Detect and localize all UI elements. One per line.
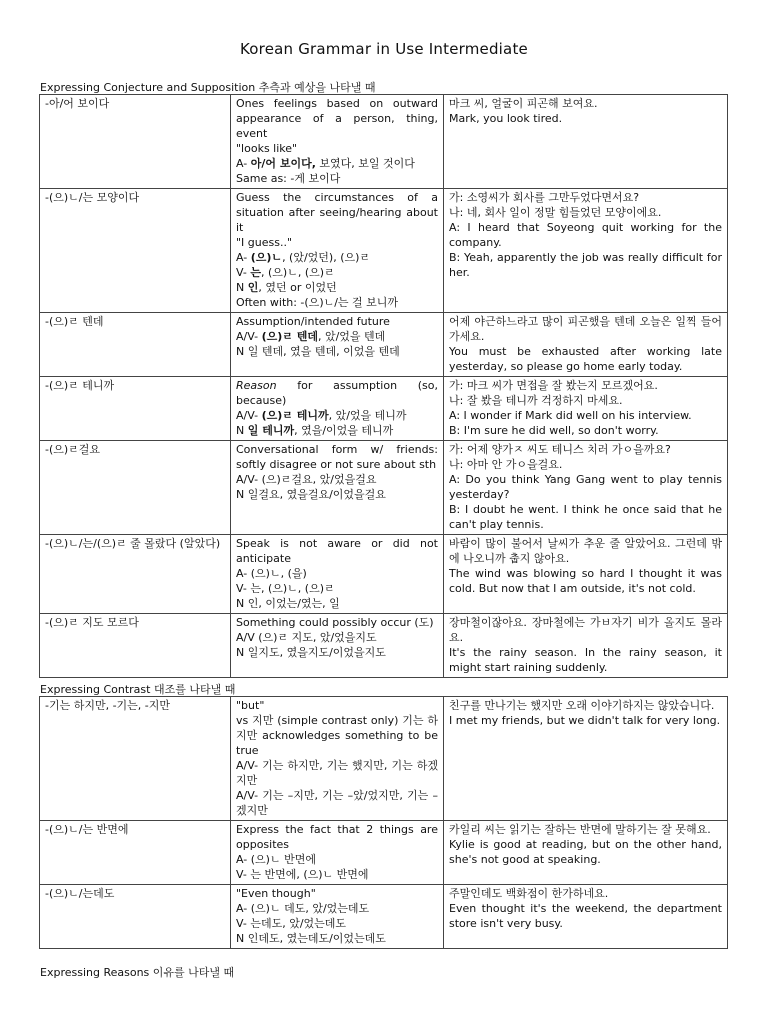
usage-cell: Speak is not aware or did not anticipate A- (으)ㄴ, (을) V- 는, (으)ㄴ, (으)ㄹ N 인, 이었는/였는, 일 — [231, 535, 444, 614]
example-cell: 어제 야근하느라고 많이 피곤했을 텐데 오늘은 일찍 들어가세요. You must be exhausted after working late yesterday, so please go home early today. — [444, 313, 728, 377]
pattern-cell: -(으)ㄴ/는 모양이다 — [40, 189, 231, 313]
table-row — [40, 189, 728, 313]
usage-cell: "but" vs 지만 (simple contrast only) 기는 하지만 acknowledges something to be true A/V- 기는 하지만, 기는 했지만, 기는 하겠지만 A/V- 기는 –지만, 기는 –았/었지만, 기는 –겠지만 — [231, 697, 444, 821]
usage-cell: Express the fact that 2 things are opposites A- (으)ㄴ 반면에 V- 는 반면에, (으)ㄴ 반면에 — [231, 821, 444, 885]
example-cell: 주말인데도 백화점이 한가하네요. Even thought it's the weekend, the department store isn't very busy. — [444, 885, 728, 949]
table-row — [40, 95, 728, 189]
grammar-table-contrast — [39, 696, 728, 949]
pattern-cell: -(으)ㄹ 텐데 — [40, 313, 231, 377]
example-cell: 장마철이잖아요. 장마철에는 가ㅂ자기 비가 올지도 몰라요. It's the rainy season. In the rainy season, it might start raining suddenly. — [444, 614, 728, 678]
table-row — [40, 441, 728, 535]
example-cell: 가: 어제 양가ㅈ 씨도 테니스 치러 가ㅇ을까요? 나: 아마 안 가ㅇ을걸요. A: Do you think Yang Gang went to play tennis yesterday? B: I doubt he went. I think he once said that he can't play tennis. — [444, 441, 728, 535]
example-cell: 친구를 만나기는 했지만 오래 이야기하지는 않았습니다. I met my friends, but we didn't talk for very long. — [444, 697, 728, 821]
usage-cell: Assumption/intended future A/V- (으)ㄹ 텐데, 았/었을 텐데 N 일 텐데, 였을 텐데, 이었을 텐데 — [231, 313, 444, 377]
table-row — [40, 614, 728, 678]
pattern-cell: -(으)ㄹ걸요 — [40, 441, 231, 535]
table-row — [40, 535, 728, 614]
section-heading-reasons: Expressing Reasons 이유를 나타낼 때 — [40, 966, 235, 979]
pattern-cell: -(으)ㄴ/는데도 — [40, 885, 231, 949]
pattern-cell: -아/어 보이다 — [40, 95, 231, 189]
example-cell: 가: 마크 씨가 면접을 잘 봤는지 모르겠어요. 나: 잘 봤을 테니까 걱정하지 마세요. A: I wonder if Mark did well on his interview. B: I'm sure he did well, so don't worry. — [444, 377, 728, 441]
pattern-cell: -기는 하지만, -기는, -지만 — [40, 697, 231, 821]
pattern-cell: -(으)ㄴ/는 반면에 — [40, 821, 231, 885]
usage-cell: Something could possibly occur (도) A/V (으)ㄹ 지도, 았/었을지도 N 일지도, 였을지도/이었을지도 — [231, 614, 444, 678]
usage-cell: Ones feelings based on outward appearance of a person, thing, event "looks like" A- 아/어 보이다, 보였다, 보일 것이다 Same as: -게 보이다 — [231, 95, 444, 189]
pattern-cell: -(으)ㄴ/는/(으)ㄹ 줄 몰랐다 (알았다) — [40, 535, 231, 614]
usage-cell: Guess the circumstances of a situation after seeing/hearing about it "I guess.." A- (으)ㄴ, (았/었던), (으)ㄹ V- 는, (으)ㄴ, (으)ㄹ N 인, 였던 or 이었던 Often with: -(으)ㄴ/는 걸 보니까 — [231, 189, 444, 313]
document-title: Korean Grammar in Use Intermediate — [240, 40, 528, 58]
example-cell: 마크 씨, 얼굴이 피곤해 보여요. Mark, you look tired. — [444, 95, 728, 189]
table-row — [40, 313, 728, 377]
section-heading-contrast: Expressing Contrast 대조를 나타낼 때 — [40, 683, 236, 696]
grammar-table-conjecture — [39, 94, 728, 678]
table-row — [40, 697, 728, 821]
table-row — [40, 821, 728, 885]
usage-cell: Conversational form w/ friends: softly disagree or not sure about sth A/V- (으)ㄹ걸요, 았/었을걸요 N 일걸요, 였을걸요/이었을걸요 — [231, 441, 444, 535]
usage-cell: Reason for assumption (so, because) A/V- (으)ㄹ 테니까, 았/었을 테니까 N 일 테니까, 였을/이었을 테니까 — [231, 377, 444, 441]
usage-cell: "Even though" A- (으)ㄴ 데도, 았/었는데도 V- 는데도, 았/었는데도 N 인데도, 였는데도/이었는데도 — [231, 885, 444, 949]
example-cell: 가: 소영씨가 회사를 그만두었다면서요? 나: 네, 회사 일이 정말 힘들었던 모양이에요. A: I heard that Soyeong quit working for the company. B: Yeah, apparently the job was really difficult for her. — [444, 189, 728, 313]
pattern-cell: -(으)ㄹ 지도 모르다 — [40, 614, 231, 678]
pattern-cell: -(으)ㄹ 테니까 — [40, 377, 231, 441]
table-row — [40, 885, 728, 949]
table-row — [40, 377, 728, 441]
section-heading-conjecture: Expressing Conjecture and Supposition 추측과 예상을 나타낼 때 — [40, 81, 376, 94]
example-cell: 카일리 씨는 읽기는 잘하는 반면에 말하기는 잘 못해요. Kylie is good at reading, but on the other hand, she's not good at speaking. — [444, 821, 728, 885]
example-cell: 바람이 많이 불어서 날씨가 추운 줄 알았어요. 그런데 밖에 나오니까 춥지 않아요. The wind was blowing so hard I thought it was cold. But now that I am outside, it's not cold. — [444, 535, 728, 614]
